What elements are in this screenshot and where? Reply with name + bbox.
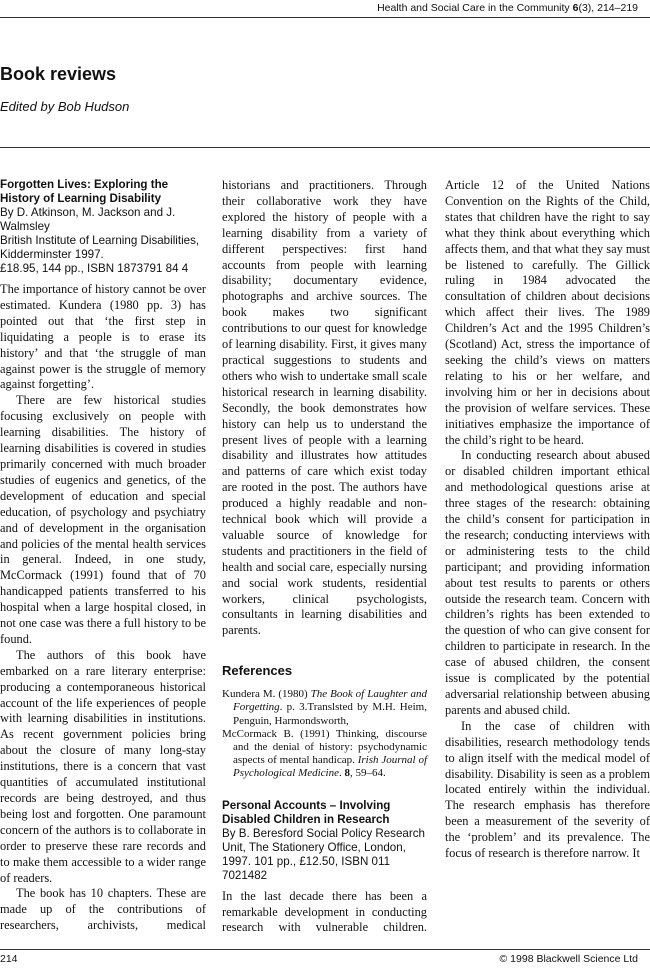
review1-title: Forgotten Lives: Exploring the History of Learning Disability [0, 178, 169, 205]
review1-paragraph: The authors of this book have embarked on a rare literary enterprise: producing a contemporaneous historical account of the life experiences of people with learning disabilities in institutions. As recent government policies bring about the closure of many long-stay institutions, there is a concern that vast quantities of accumulated institutional records are being destroyed, and thus being lost and forgotten. One paramount concern of the authors is to collaborate in order to preserve these rare records and to make them accessible to a wider range of readers. [0, 647, 206, 885]
review1-paragraph: The importance of history cannot be over estimated. Kundera (1980 pp. 3) has pointed out that ‘the first step in liquidating a people is to erase its history’ and that ‘the struggle of man against power is the struggle of memory against forgetting’. [0, 282, 206, 392]
section-editor: Edited by Bob Hudson [0, 99, 130, 114]
review2-header [222, 799, 427, 883]
running-head [377, 2, 638, 14]
review1-publisher: British Institute of Learning Disabilities, Kidderminster 1997. [0, 234, 200, 261]
text-column-3 [445, 178, 650, 862]
review2-paragraph: In the case of children with disabilities, research methodology tends to align itself with the medical model of disability. Disability is seen as a problem located entirely within the individual. The research emphasis has therefore been a measurement of the severity of the ‘problem’ and its prevalence. The focus of research is therefore narrow. It [445, 718, 650, 861]
reference-item: Kundera M. (1980) The Book of Laughter and Forgetting. p. 3.Translsted by M.H. Heim, Penguin, Harmondsworth, [222, 688, 428, 727]
text-column-2 [222, 178, 427, 936]
review2-title: Personal Accounts – Involving Disabled Children in Research [222, 798, 391, 826]
journal-issue-pages: (3), 214–219 [578, 2, 638, 14]
section-rule [0, 147, 650, 148]
copyright: © 1998 Blackwell Science Ltd [499, 953, 638, 965]
review2-paragraph: Article 12 of the United Nations Convention on the Rights of the Child, states that children have the right to say what they think about everything which affects them, and that what they say must be listened to carefully. The Gillick ruling in 1984 advocated the consultation of children about decisions which affect their lives. The 1989 Children’s Act and the 1995 Children’s (Scotland) Act, stress the importance of seeking the child’s views on matters relating to his or her welfare, and involving him or her in decisions about the provision of welfare services. These initiatives emphasize the importance of the child’s right to be heard. [445, 178, 650, 447]
review1-price: £18.95, 144 pp., ISBN 1873791 84 4 [0, 262, 189, 275]
text-column-1 [0, 178, 206, 934]
review1-authors: By D. Atkinson, M. Jackson and J. Walmsley [0, 206, 176, 233]
journal-volume: 6 [572, 2, 579, 14]
header-rule [0, 17, 650, 18]
review1-paragraph: historians and practitioners. Through their collaborative work they have explored the history of people with a learning disability from a variety of different perspectives: first hand accounts from people with learning disability; documentary evidence, photographs and archive sources. The book makes two significant contributions to our quest for knowledge of learning disability. First, it gives many practical suggestions to students and others who wish to undertake small scale historical research in learning disability. Secondly, the book demonstrates how history can help us to understand the present lives of people with a learning disability and illustrates how attitudes and patterns of care which exist today are rooted in the post. The authors have produced a highly readable and non-technical book which will provide a valuable source of knowledge for students and practitioners in the field of health and social care, especially nursing and social work students, residential workers, clinical psychologists, consultants in learning disabilities and parents. [222, 178, 427, 638]
references-heading: References [222, 663, 293, 679]
review1-header [0, 178, 206, 276]
review2-paragraph: In the last decade there has been a remarkable development in conducting research with vulnerable children. [222, 888, 427, 935]
footer-rule [0, 949, 650, 950]
section-title: Book reviews [0, 64, 117, 84]
review2-paragraph: In conducting research about abused or disabled children important ethical and methodological questions arise at three stages of the research: obtaining the child’s consent for participation in the research; conducting interviews with or administering tests to the child participant; and providing information about test results to parents or others outside the research team. Concern with children’s rights has been extended to the question of who can give consent for children to participate in research. In the case of abused children, the consent issue is complicated by the potential adversarial relationship between abusing parents and abused child. [445, 448, 650, 717]
review1-paragraph: The book has 10 chapters. These are made up of the contributions of researchers, archivists, medical [0, 886, 206, 933]
review2-details: By B. Beresford Social Policy Research Unit, The Stationery Office, London, 1997. 101 pp., £12.50, ISBN 011 7021482 [222, 826, 425, 882]
review1-paragraph: There are few historical studies focusing exclusively on people with learning disabilities. The history of learning disabilities is covered in studies primarily concerned with much broader studies of eugenics and genetics, of the development of education and special education, of psychology and psychiatry and of development in the organisation and policies of the mental health services in general. Indeed, in one study, McCormack (1991) found that of 70 handicapped patients transferred to his hospital when a large hospital closed, in not one case was there a full history to be found. [0, 393, 206, 646]
page-number: 214 [0, 953, 18, 965]
journal-name: Health and Social Care in the Community [377, 2, 570, 14]
reference-item: McCormack B. (1991) Thinking, discourse and the denial of history: psychodynamic aspects of mental handicap. Irish Journal of Psychological Medicine. 8, 59–64. [222, 727, 427, 780]
